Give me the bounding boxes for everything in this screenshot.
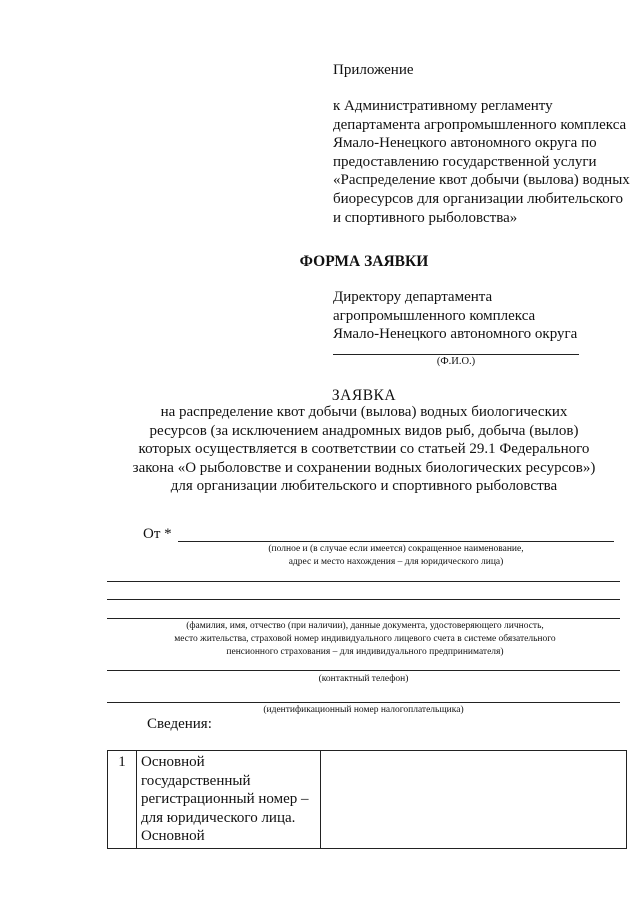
phone-caption: (контактный телефон) — [318, 674, 409, 684]
application-title: ЗАЯВКА — [331, 387, 397, 404]
individual-caption — [110, 620, 620, 659]
appendix-label: Приложение — [333, 62, 414, 78]
fio-field-line[interactable] — [333, 354, 579, 355]
caption-line: адрес и место нахождения – для юридического лица) — [288, 557, 504, 567]
caption-line: (полное и (в случае если имеется) сокращенное наименование, — [268, 544, 524, 554]
from-field-line-2[interactable] — [107, 581, 620, 582]
caption-line: (фамилия, имя, отчество (при наличии), данные документа, удостоверяющего личность, — [186, 621, 544, 631]
addressee-block — [333, 288, 577, 344]
inn-field-line[interactable] — [107, 702, 620, 703]
row-number: 1 — [108, 751, 137, 849]
description-line: ресурсов (за исключением анадромных видов рыб, добыча (вылов) — [149, 422, 579, 439]
description-line: закона «О рыболовстве и сохранении водных биологических ресурсов») — [132, 459, 596, 476]
addressee-line: Директору департамента — [333, 289, 493, 305]
info-table — [107, 750, 627, 849]
from-label: От * — [143, 526, 172, 542]
phone-field-line[interactable] — [107, 670, 620, 671]
description-line: на распределение квот добычи (вылова) водных биологических — [160, 404, 568, 420]
application-description — [40, 403, 640, 496]
table-row — [108, 751, 627, 849]
from-field-line-4[interactable] — [107, 618, 620, 619]
inn-caption: (идентификационный номер налогоплательщика) — [263, 705, 464, 715]
form-title: ФОРМА ЗАЯВКИ — [299, 253, 429, 270]
caption-line: пенсионного страхования – для индивидуального предпринимателя) — [226, 647, 504, 657]
description-line: которых осуществляется в соответствии со статьей 29.1 Федерального — [138, 441, 590, 458]
caption-line: место жительства, страховой номер индивидуального лицевого счета в системе обязательного — [174, 634, 556, 644]
description-line: для организации любительского и спортивного рыболовства — [170, 478, 558, 495]
row-value-cell[interactable] — [321, 751, 627, 849]
fio-caption: (Ф.И.О.) — [436, 356, 476, 367]
svedeniya-label: Сведения: — [147, 716, 212, 732]
from-field-line[interactable] — [178, 541, 614, 542]
appendix-text: к Административному регламенту департамента агропромышленного комплекса Ямало-Ненецкого автономного округа по предоставлению государственной услуги «Распределение квот добычи (вылова) водных биоресурсов для организации любительского и спортивного рыболовства» — [333, 98, 630, 226]
legal-entity-caption — [178, 543, 614, 569]
addressee-line: Ямало-Ненецкого автономного округа — [333, 326, 578, 342]
addressee-line: агропромышленного комплекса — [333, 307, 536, 324]
from-field-line-3[interactable] — [107, 599, 620, 600]
row-label: Основной государственный регистрационный номер – для юридического лица. Основной — [137, 751, 321, 849]
